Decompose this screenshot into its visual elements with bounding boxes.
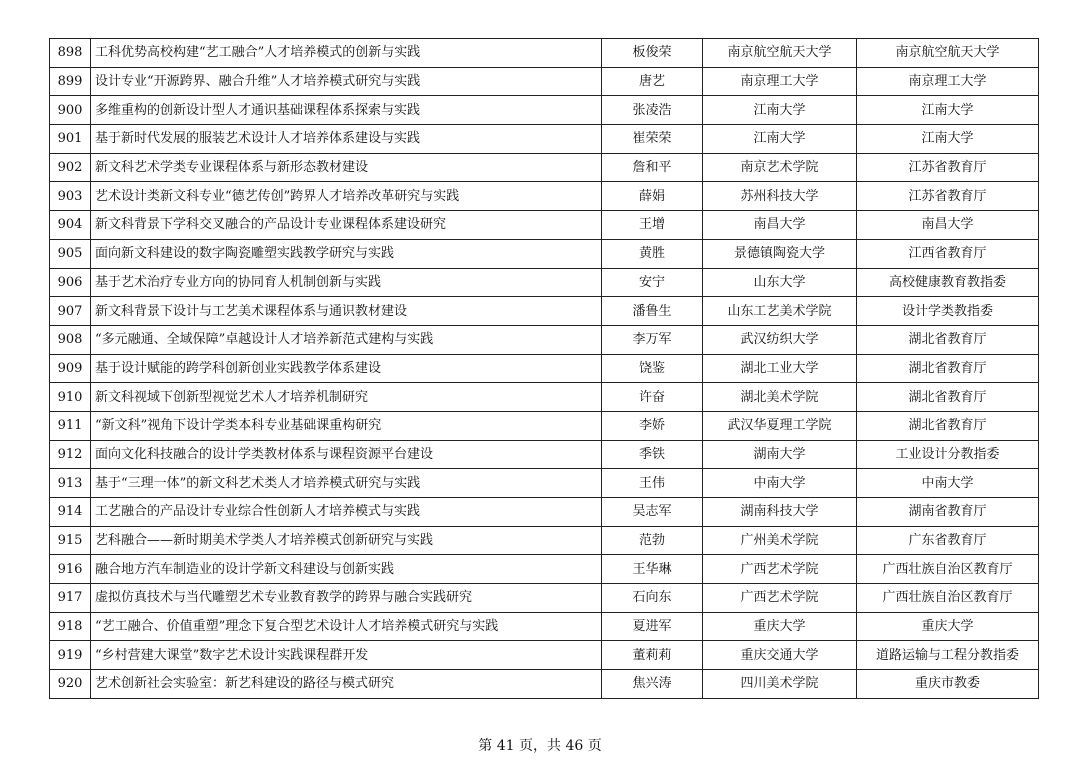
recommending-unit: 江苏省教育厅 — [857, 153, 1039, 182]
page-footer: 第 41 页，共 46 页 — [478, 738, 602, 754]
project-leader: 王增 — [602, 211, 703, 240]
project-leader: 石向东 — [602, 584, 703, 613]
table-row — [50, 411, 1039, 440]
row-number: 905 — [50, 239, 91, 268]
table-row — [50, 268, 1039, 297]
table-row — [50, 612, 1039, 641]
project-leader: 薛娟 — [602, 182, 703, 211]
school-name: 广州美术学院 — [703, 526, 857, 555]
row-number: 919 — [50, 641, 91, 670]
project-name: 虚拟仿真技术与当代雕塑艺术专业教育教学的跨界与融合实践研究 — [91, 584, 602, 613]
project-name: 新文科视域下创新型视觉艺术人才培养机制研究 — [91, 383, 602, 412]
school-name: 江南大学 — [703, 125, 857, 154]
row-number: 920 — [50, 670, 91, 699]
recommending-unit: 中南大学 — [857, 469, 1039, 498]
row-number: 907 — [50, 297, 91, 326]
row-number: 901 — [50, 125, 91, 154]
project-leader: 王华琳 — [602, 555, 703, 584]
project-leader: 董莉莉 — [602, 641, 703, 670]
school-name: 湖南大学 — [703, 440, 857, 469]
project-name: 新文科背景下设计与工艺美术课程体系与通识教材建设 — [91, 297, 602, 326]
row-number: 904 — [50, 211, 91, 240]
project-leader: 夏进军 — [602, 612, 703, 641]
school-name: 湖北美术学院 — [703, 383, 857, 412]
school-name: 武汉纺织大学 — [703, 325, 857, 354]
recommending-unit: 湖北省教育厅 — [857, 354, 1039, 383]
project-leader: 季铁 — [602, 440, 703, 469]
row-number: 918 — [50, 612, 91, 641]
project-leader: 焦兴涛 — [602, 670, 703, 699]
table-row — [50, 153, 1039, 182]
recommending-unit: 江南大学 — [857, 125, 1039, 154]
recommending-unit: 重庆大学 — [857, 612, 1039, 641]
row-number: 911 — [50, 411, 91, 440]
recommending-unit: 工业设计分教指委 — [857, 440, 1039, 469]
row-number: 908 — [50, 325, 91, 354]
project-leader: 黄胜 — [602, 239, 703, 268]
row-number: 902 — [50, 153, 91, 182]
table-row — [50, 440, 1039, 469]
row-number: 909 — [50, 354, 91, 383]
recommending-unit: 道路运输与工程分教指委 — [857, 641, 1039, 670]
school-name: 南京理工大学 — [703, 67, 857, 96]
project-name: 工艺融合的产品设计专业综合性创新人才培养模式与实践 — [91, 498, 602, 527]
project-name: 设计专业“开源跨界、融合升维”人才培养模式研究与实践 — [91, 67, 602, 96]
school-name: 重庆交通大学 — [703, 641, 857, 670]
school-name: 重庆大学 — [703, 612, 857, 641]
table-row — [50, 297, 1039, 326]
table-row — [50, 670, 1039, 699]
table-row — [50, 584, 1039, 613]
project-name: 艺术创新社会实验室：新艺科建设的路径与模式研究 — [91, 670, 602, 699]
recommending-unit: 湖北省教育厅 — [857, 383, 1039, 412]
recommending-unit: 广东省教育厅 — [857, 526, 1039, 555]
school-name: 广西艺术学院 — [703, 584, 857, 613]
row-number: 912 — [50, 440, 91, 469]
project-name: 新文科背景下学科交叉融合的产品设计专业课程体系建设研究 — [91, 211, 602, 240]
school-name: 武汉华夏理工学院 — [703, 411, 857, 440]
table-row — [50, 211, 1039, 240]
project-name: 工科优势高校构建“艺工融合”人才培养模式的创新与实践 — [91, 39, 602, 68]
project-name: 基于新时代发展的服装艺术设计人才培养体系建设与实践 — [91, 125, 602, 154]
recommending-unit: 湖北省教育厅 — [857, 411, 1039, 440]
project-leader: 板俊荣 — [602, 39, 703, 68]
row-number: 898 — [50, 39, 91, 68]
project-leader: 李万军 — [602, 325, 703, 354]
school-name: 山东大学 — [703, 268, 857, 297]
project-leader: 饶鉴 — [602, 354, 703, 383]
row-number: 910 — [50, 383, 91, 412]
table-row — [50, 39, 1039, 68]
school-name: 湖北工业大学 — [703, 354, 857, 383]
table-row — [50, 383, 1039, 412]
school-name: 南京艺术学院 — [703, 153, 857, 182]
project-leader: 王伟 — [602, 469, 703, 498]
recommending-unit: 广西壮族自治区教育厅 — [857, 555, 1039, 584]
project-name: 面向文化科技融合的设计学类教材体系与课程资源平台建设 — [91, 440, 602, 469]
school-name: 四川美术学院 — [703, 670, 857, 699]
school-name: 山东工艺美术学院 — [703, 297, 857, 326]
projects-table-body — [50, 39, 1039, 699]
school-name: 中南大学 — [703, 469, 857, 498]
recommending-unit: 江南大学 — [857, 96, 1039, 125]
table-row — [50, 125, 1039, 154]
project-name: 艺科融合——新时期美术学类人才培养模式创新研究与实践 — [91, 526, 602, 555]
table-row — [50, 555, 1039, 584]
recommending-unit: 江苏省教育厅 — [857, 182, 1039, 211]
school-name: 湖南科技大学 — [703, 498, 857, 527]
row-number: 914 — [50, 498, 91, 527]
school-name: 江南大学 — [703, 96, 857, 125]
recommending-unit: 设计学类教指委 — [857, 297, 1039, 326]
row-number: 900 — [50, 96, 91, 125]
projects-table — [49, 38, 1039, 699]
recommending-unit: 广西壮族自治区教育厅 — [857, 584, 1039, 613]
table-row — [50, 641, 1039, 670]
school-name: 景德镇陶瓷大学 — [703, 239, 857, 268]
row-number: 913 — [50, 469, 91, 498]
recommending-unit: 南京航空航天大学 — [857, 39, 1039, 68]
row-number: 906 — [50, 268, 91, 297]
row-number: 917 — [50, 584, 91, 613]
project-name: “新文科”视角下设计学类本科专业基础课重构研究 — [91, 411, 602, 440]
project-leader: 安宁 — [602, 268, 703, 297]
school-name: 苏州科技大学 — [703, 182, 857, 211]
table-row — [50, 354, 1039, 383]
project-name: 新文科艺术学类专业课程体系与新形态教材建设 — [91, 153, 602, 182]
project-name: 基于艺术治疗专业方向的协同育人机制创新与实践 — [91, 268, 602, 297]
project-leader: 唐艺 — [602, 67, 703, 96]
table-row — [50, 67, 1039, 96]
project-name: 基于“三理一体”的新文科艺术类人才培养模式研究与实践 — [91, 469, 602, 498]
project-name: “多元融通、全域保障”卓越设计人才培养新范式建构与实践 — [91, 325, 602, 354]
row-number: 899 — [50, 67, 91, 96]
project-name: 艺术设计类新文科专业“德艺传创”跨界人才培养改革研究与实践 — [91, 182, 602, 211]
table-row — [50, 182, 1039, 211]
project-leader: 许奋 — [602, 383, 703, 412]
row-number: 915 — [50, 526, 91, 555]
table-row — [50, 498, 1039, 527]
recommending-unit: 南昌大学 — [857, 211, 1039, 240]
project-name: 基于设计赋能的跨学科创新创业实践教学体系建设 — [91, 354, 602, 383]
recommending-unit: 湖北省教育厅 — [857, 325, 1039, 354]
recommending-unit: 重庆市教委 — [857, 670, 1039, 699]
project-name: “乡村营建大课堂”数字艺术设计实践课程群开发 — [91, 641, 602, 670]
project-leader: 吴志军 — [602, 498, 703, 527]
project-name: 面向新文科建设的数字陶瓷雕塑实践教学研究与实践 — [91, 239, 602, 268]
table-row — [50, 325, 1039, 354]
recommending-unit: 湖南省教育厅 — [857, 498, 1039, 527]
project-leader: 李娇 — [602, 411, 703, 440]
recommending-unit: 江西省教育厅 — [857, 239, 1039, 268]
project-name: 融合地方汽车制造业的设计学新文科建设与创新实践 — [91, 555, 602, 584]
recommending-unit: 南京理工大学 — [857, 67, 1039, 96]
project-leader: 潘鲁生 — [602, 297, 703, 326]
school-name: 广西艺术学院 — [703, 555, 857, 584]
row-number: 903 — [50, 182, 91, 211]
project-leader: 张凌浩 — [602, 96, 703, 125]
recommending-unit: 高校健康教育教指委 — [857, 268, 1039, 297]
project-leader: 范勃 — [602, 526, 703, 555]
table-row — [50, 469, 1039, 498]
project-leader: 崔荣荣 — [602, 125, 703, 154]
table-row — [50, 96, 1039, 125]
school-name: 南昌大学 — [703, 211, 857, 240]
table-row — [50, 239, 1039, 268]
project-leader: 詹和平 — [602, 153, 703, 182]
school-name: 南京航空航天大学 — [703, 39, 857, 68]
project-name: 多维重构的创新设计型人才通识基础课程体系探索与实践 — [91, 96, 602, 125]
table-row — [50, 526, 1039, 555]
project-name: “艺工融合、价值重塑”理念下复合型艺术设计人才培养模式研究与实践 — [91, 612, 602, 641]
row-number: 916 — [50, 555, 91, 584]
